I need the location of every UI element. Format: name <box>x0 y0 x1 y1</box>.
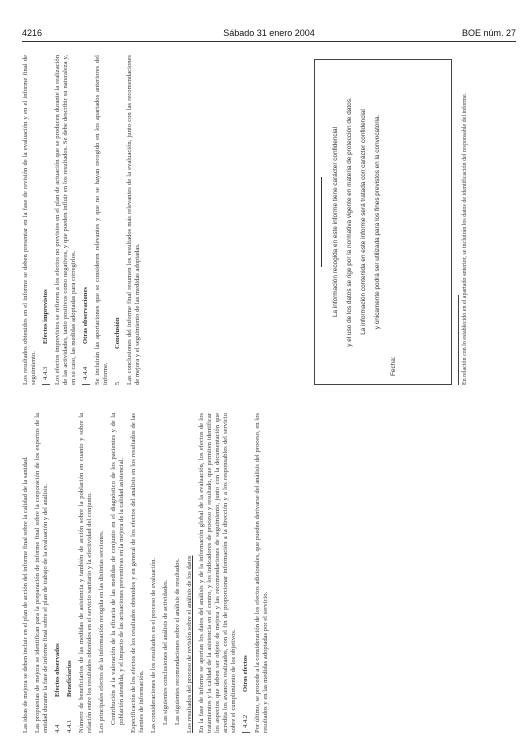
section-title: Beneficiarios <box>66 660 73 697</box>
body-paragraph: Las siguientes conclusiones del análisis de actividades. <box>162 579 169 725</box>
body-paragraph: Contribución a la valoración de la eficacia de las medidas de conjunto en el diagnóstico de los pacientes y de la población atendida, y el impacto de las actuaciones preventivas en la mejora de la calidad asistencial. <box>110 413 125 725</box>
footnote <box>458 59 470 385</box>
right-column <box>22 55 146 385</box>
page-number: 4216 <box>22 28 43 38</box>
body-paragraph: Los principales efectos de la información recogida en las distintas secciones. <box>98 530 105 733</box>
section-title: Otras observaciones <box>82 287 89 344</box>
top-paragraph: Los resultados obtenidos en el informe se deben presentar en la fase de revisión de la evaluación y en el informe final de seguimiento. <box>22 55 37 385</box>
section-number: 4.4.3 <box>42 366 49 380</box>
confidentiality-box <box>314 59 452 385</box>
section-text: Los efectos imprevistos se refieren a los efectos no previstos en el plan de actuación que se producen durante la realización de las actividades, tanto positivos como negativos, y que pueden influir en los resultados. Se debe describir su naturaleza y, en su caso, las medidas adoptadas para corregirlos. <box>54 55 77 385</box>
date-label: Fecha: <box>390 356 397 376</box>
publication-date: Sábado 31 enero 2004 <box>223 28 315 38</box>
rotated-page <box>22 47 502 737</box>
section-title: Conclusión <box>114 317 121 349</box>
box-line: La información contenida en este informe será tratada con carácter confidencial <box>360 109 367 335</box>
header-rule <box>22 41 516 42</box>
page-header <box>22 28 516 42</box>
section-title: Efectos imprevistos <box>42 289 49 344</box>
final-paragraph: Por último, se procede a la consideración de los efectos adicionales, que pueden derivarse del análisis del proceso, en los resultados y en las medidas adoptadas por el servicio. <box>254 413 269 733</box>
box-line: y el uso de los datos se rige por la normativa vigente en materia de protección de datos. <box>346 97 353 347</box>
section-number: 4.4.1 <box>66 719 73 733</box>
body-paragraph: Número de beneficiarios de las medidas de asistencia y también de acción sobre la población en cuanto y sobre la relación entre los resultados obtenidos en el servicio sanitario y la efectividad del conjunto. <box>78 413 93 733</box>
body-paragraph: Especificación de los efectos de los resultados obtenidos y en general de los efectos del análisis en los resultados de las fuentes de información. <box>130 413 145 733</box>
section-heading <box>66 413 74 733</box>
section-number: 4.4 <box>54 724 61 733</box>
footnote-rule <box>458 295 459 385</box>
section-text: Las conclusiones del informe final resumen los resultados más relevantes de la evaluación, junto con las recomendaciones de mejora y el seguimiento de las medidas adoptadas. <box>126 55 141 385</box>
section-heading <box>114 55 122 385</box>
section-text: Se incluirán las aportaciones que se consideren relevantes y que no se hayan recogido en los apartados anteriores del informe. <box>94 55 109 385</box>
box-line: y únicamente podrá ser utilizada para los fines previstos en la convocatoria. <box>374 114 381 330</box>
section-heading <box>54 413 62 733</box>
journal-issue: BOE núm. 27 <box>461 28 516 38</box>
section-title: Otros efectos <box>242 655 249 692</box>
intro-paragraph: Las propuestas de mejora se identifican para la preparación de informe final sobre la corporación de los expertos de la entidad durante la fase de informe final sobre el plan de trabajo de la evaluación y del análisis. <box>34 413 49 733</box>
box-line: La información recogida en este informe tiene carácter confidencial <box>332 126 339 318</box>
body-paragraph: Las consideraciones de los resultados en el proceso de evaluación. <box>150 557 157 733</box>
intro-paragraph: Las ideas de mejora se deben incluir en el plan de acción del informe final sobre la calidad de la sanidad. <box>22 456 29 733</box>
section-heading <box>242 413 250 733</box>
section-number: 4.4.4 <box>82 366 89 380</box>
section-heading <box>42 55 50 385</box>
long-paragraph: En la fase de informe se aportan los datos del análisis y de la información global de la evaluación, los efectos de los tratamientos y la calidad de la asistencia en el centro, y los indicadores de proceso y resultado, que permiten identificar los aspectos que deben ser objeto de mejora y las recomendaciones de seguimiento, junto con la documentación que acredita los avances realizados, con el fin de proporcionar información a la dirección y a los responsables del servicio sobre el cumplimiento de los objetivos. <box>198 413 237 733</box>
left-column <box>22 413 274 733</box>
section-heading <box>82 55 90 385</box>
body-paragraph: Las siguientes recomendaciones sobre el análisis de resultados. <box>174 558 181 725</box>
rotated-content <box>22 47 502 737</box>
box-rule <box>321 177 322 267</box>
section-title: Efectos observados <box>54 643 61 697</box>
footnote-text: En relación con lo establecido en el apartado anterior, se incluirán los datos de identificación del responsable del informe. <box>462 93 468 385</box>
underlined-subheading: Los resultados del proceso de revisión sobre el análisis de los datos <box>186 555 193 733</box>
section-number: 4.4.2 <box>242 714 249 728</box>
section-number: 5 <box>114 381 121 385</box>
